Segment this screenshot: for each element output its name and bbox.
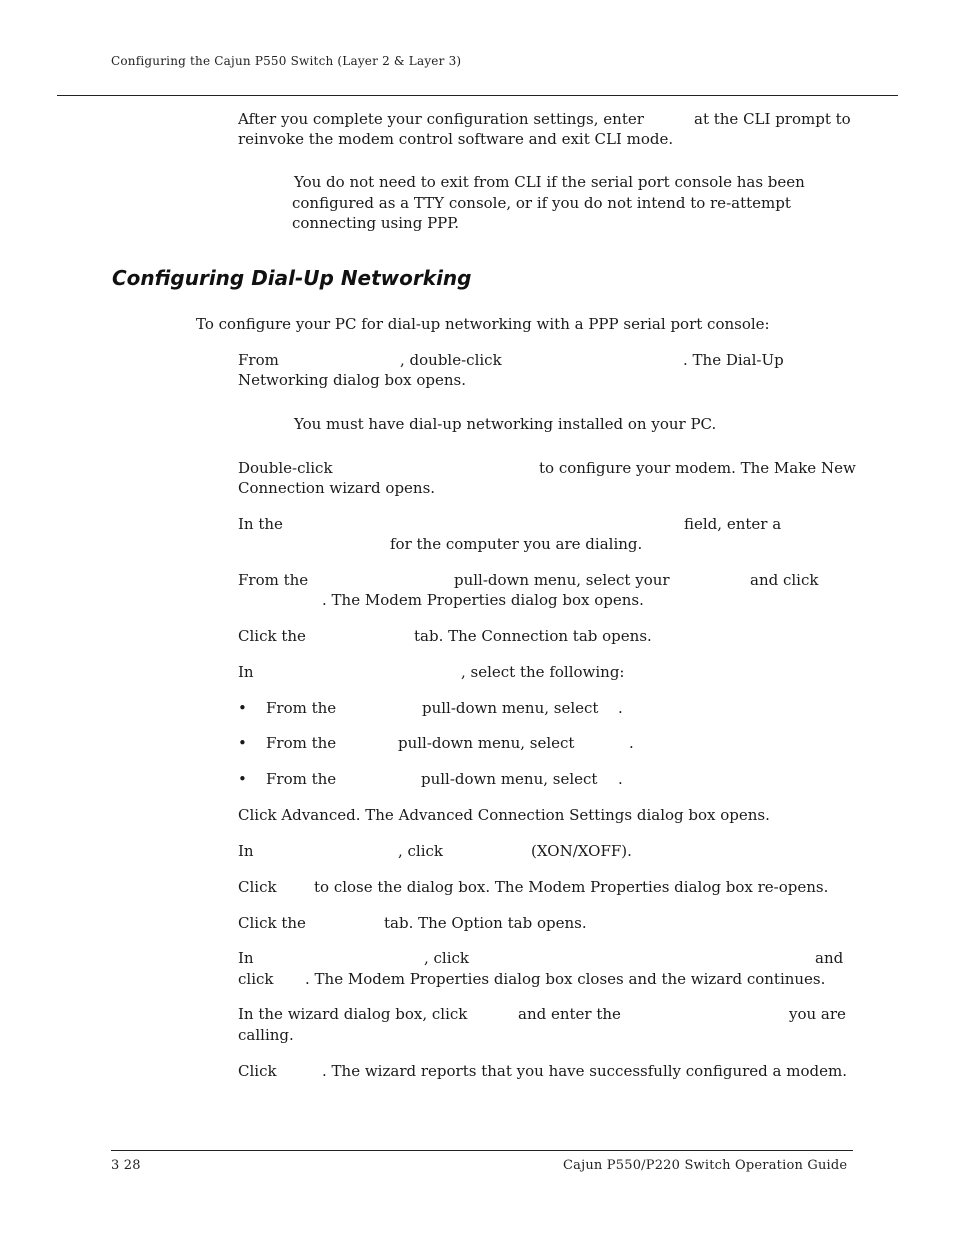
- step-1-text: , double-click: [400, 351, 502, 369]
- step-11-text: , click: [424, 949, 470, 967]
- step-2-text: to configure your modem. The Make New: [539, 459, 856, 477]
- note-text: You do not need to exit from CLI if the serial port console has been: [294, 173, 805, 191]
- step-6-text: In: [238, 663, 254, 681]
- step-11-text: and: [815, 949, 844, 967]
- bullet-icon: •: [238, 770, 247, 788]
- step-3-text: In the: [238, 515, 283, 533]
- section-lead: To configure your PC for dial-up networking with a PPP serial port console:: [196, 315, 770, 333]
- step-5-text: Click the: [238, 627, 306, 645]
- bullet-2-text: From the: [266, 734, 337, 752]
- step-2-text: Double-click: [238, 459, 333, 477]
- bullet-3-text: .: [618, 770, 623, 788]
- step-13-text: Click: [238, 1062, 277, 1080]
- header-rule: [57, 95, 898, 96]
- step-3-text: for the computer you are dialing.: [390, 535, 643, 553]
- guide-title: Cajun P550/P220 Switch Operation Guide: [563, 1158, 848, 1173]
- bullet-2-text: .: [629, 734, 634, 752]
- bullet-2-text: pull-down menu, select: [398, 734, 575, 752]
- step-11-text: In: [238, 949, 254, 967]
- bullet-3-text: pull-down menu, select: [421, 770, 598, 788]
- step-10-text: Click the: [238, 914, 306, 932]
- step-4-text: pull-down menu, select your: [454, 571, 670, 589]
- page-number: 3 28: [111, 1158, 141, 1173]
- intro-text: After you complete your configuration settings, enter: [238, 110, 644, 128]
- bullet-icon: •: [238, 734, 247, 752]
- running-header: Configuring the Cajun P550 Switch (Layer 2 & Layer 3): [111, 54, 462, 68]
- step-7-text: Click Advanced. The Advanced Connection Settings dialog box opens.: [238, 806, 770, 824]
- step-11-text: . The Modem Properties dialog box closes and the wizard continues.: [305, 970, 826, 988]
- bullet-icon: •: [238, 699, 247, 717]
- intro-text: reinvoke the modem control software and exit CLI mode.: [238, 130, 674, 148]
- step-12-text: calling.: [238, 1026, 294, 1044]
- section-heading: Configuring Dial-Up Networking: [112, 266, 472, 290]
- step-4-text: From the: [238, 571, 309, 589]
- step-1-text: From: [238, 351, 279, 369]
- step-9-text: Click: [238, 878, 277, 896]
- footer-rule: [111, 1150, 853, 1151]
- bullet-3-text: From the: [266, 770, 337, 788]
- step-1-text: . The Dial-Up: [683, 351, 784, 369]
- step-11-text: click: [238, 970, 274, 988]
- step-5-text: tab. The Connection tab opens.: [414, 627, 652, 645]
- step-4-text: . The Modem Properties dialog box opens.: [322, 591, 644, 609]
- bullet-1-text: .: [618, 699, 623, 717]
- note-text: configured as a TTY console, or if you do not intend to re-attempt: [292, 194, 791, 212]
- step-12-text: and enter the: [518, 1005, 621, 1023]
- step-2-text: Connection wizard opens.: [238, 479, 436, 497]
- step-1-note: You must have dial-up networking installed on your PC.: [294, 415, 717, 433]
- intro-text: at the CLI prompt to: [694, 110, 851, 128]
- step-4-text: and click: [750, 571, 819, 589]
- note-text: connecting using PPP.: [292, 214, 460, 232]
- step-12-text: In the wizard dialog box, click: [238, 1005, 468, 1023]
- step-3-text: field, enter a: [684, 515, 782, 533]
- bullet-1-text: From the: [266, 699, 337, 717]
- step-13-text: . The wizard reports that you have successfully configured a modem.: [322, 1062, 847, 1080]
- bullet-1-text: pull-down menu, select: [422, 699, 599, 717]
- step-10-text: tab. The Option tab opens.: [384, 914, 587, 932]
- step-9-text: to close the dialog box. The Modem Properties dialog box re-opens.: [314, 878, 829, 896]
- step-12-text: you are: [789, 1005, 846, 1023]
- step-8-text: In: [238, 842, 254, 860]
- step-8-text: , click: [398, 842, 444, 860]
- step-8-text: (XON/XOFF).: [531, 842, 632, 860]
- step-6-text: , select the following:: [461, 663, 625, 681]
- step-1-text: Networking dialog box opens.: [238, 371, 467, 389]
